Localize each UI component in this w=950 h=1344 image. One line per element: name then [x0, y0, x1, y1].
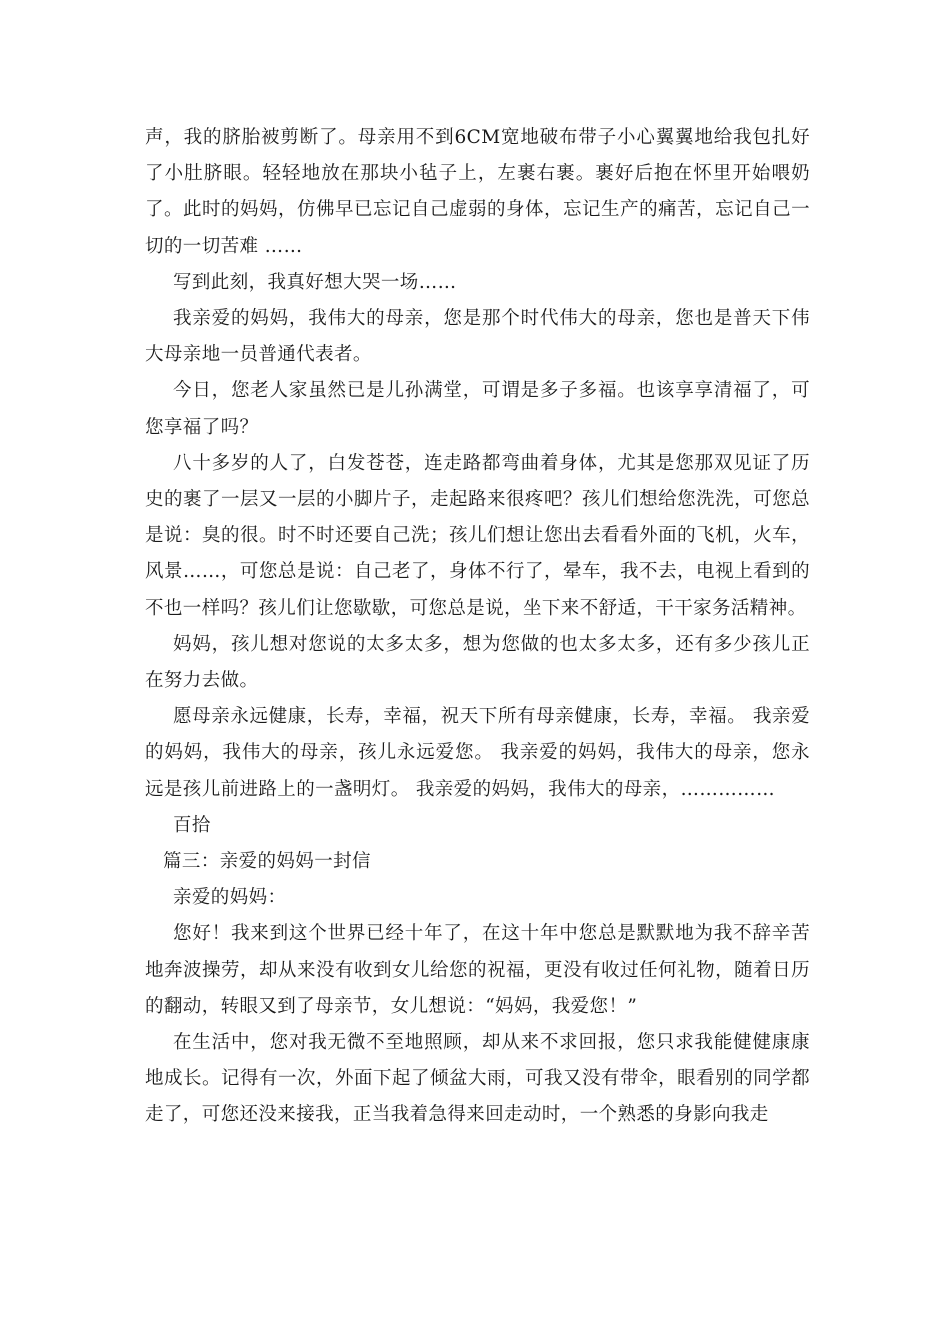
paragraph: 声，我的脐胎被剪断了。母亲用不到6CM宽地破布带子小心翼翼地给我包扎好了小肚脐眼。轻轻地放在那块小毡子上，左裹右裹。裹好后抱在怀里开始喂奶了。此时的妈妈，仿佛早已忘记自己虚弱的身体，忘记生产的痛苦，忘记自己一切的一切苦难 ……: [145, 127, 810, 257]
section-heading: 篇三：亲爱的妈妈一封信: [163, 851, 371, 873]
paragraph: 您好！我来到这个世界已经十年了，在这十年中您总是默默地为我不辞辛苦地奔波操劳，却从来没有收到女儿给您的祝福，更没有收过任何礼物，随着日历的翻动，转眼又到了母亲节，女儿想说：“妈妈，我爱您！”: [145, 923, 810, 1017]
paragraph: 在生活中，您对我无微不至地照顾，却从来不求回报，您只求我能健健康康地成长。记得有一次，外面下起了倾盆大雨，可我又没有带伞，眼看别的同学都走了，可您还没来接我，正当我着急得来回走动时，一个熟悉的身影向我走: [145, 1032, 810, 1126]
paragraph: 我亲爱的妈妈，我伟大的母亲，您是那个时代伟大的母亲，您也是普天下伟大母亲地一员普通代表者。: [145, 308, 810, 366]
document-body: [145, 120, 810, 1134]
paragraph: 今日，您老人家虽然已是儿孙满堂，可谓是多子多福。也该享享清福了，可您享福了吗？: [145, 380, 810, 438]
paragraph: 愿母亲永远健康，长寿，幸福，祝天下所有母亲健康，长寿，幸福。 我亲爱的妈妈，我伟大的母亲，孩儿永远爱您。 我亲爱的妈妈，我伟大的母亲，您永远是孩儿前进路上的一盏明灯。 我亲爱的妈妈，我伟大的母亲，……………: [145, 706, 810, 800]
letter-salutation: 亲爱的妈妈：: [173, 887, 287, 909]
paragraph: 妈妈，孩儿想对您说的太多太多，想为您做的也太多太多，还有多少孩儿正在努力去做。: [145, 633, 810, 692]
paragraph: 百拾: [173, 814, 211, 836]
paragraph: 写到此刻，我真好想大哭一场……: [173, 271, 457, 293]
paragraph: 八十多岁的人了，白发苍苍，连走路都弯曲着身体，尤其是您那双见证了历史的裹了一层又一层的小脚片子，走起路来很疼吧？孩儿们想给您洗洗，可您总是说：臭的很。时不时还要自己洗；孩儿们想让您出去看看外面的飞机，火车，风景……，可您总是说：自己老了，身体不行了，晕车，我不去，电视上看到的不也一样吗？孩儿们让您歇歇，可您总是说，坐下来不舒适，干干家务活精神。: [145, 452, 810, 619]
